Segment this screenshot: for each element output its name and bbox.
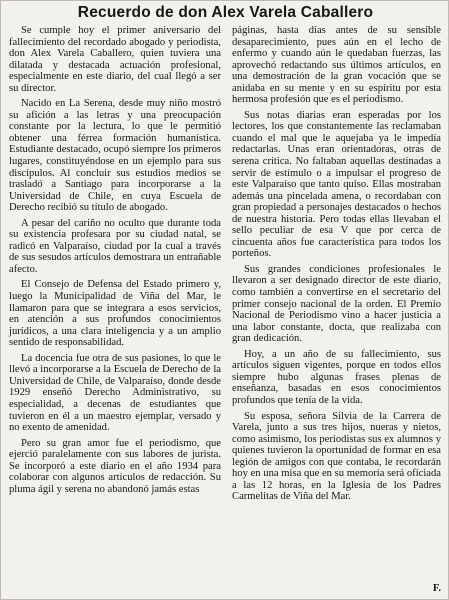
paragraph-daily-notes: Sus notas diarias eran esperadas por los lectores, los que constantemente las reclamaban cuando el mal que le aquejaba ya le impedía redactarlas. Unas eran orientadoras, otras de serena crítica. No faltaban aquellas destinadas a servir de estímulo o a impulsar el progreso de este Valparaíso que tanto quiso. Ellas mostraban además una pincelada amena, o recordaban con gran propiedad a personajes destacados o hechos de nuestra historia. Pero todas ellas llevaban el sello peculiar de esa V que por cerca de cincuenta años fue característica para todos los porteños.: [232, 109, 441, 260]
paragraph-anniversary: Se cumple hoy el primer aniversario del fallecimiento del recordado abogado y periodista, don Alex Varela Caballero, quien tuviera una dilatada y destacada actuación profesional, especialmente en este diario, del cual llegó a ser su director.: [9, 25, 221, 94]
article-column-left: [9, 25, 221, 495]
paragraph-memorial-mass: Su esposa, señora Silvia de la Carrera de Varela, junto a sus tres hijos, nueras y nietos, como asimismo, los periodistas sus ex alumnos y quienes tuvieron la oportunidad de formar en esa legión de amigos con que contaba, le recordarán hoy en una misa que en su memoria será oficiada a las 12 horas, en la Iglesia de los Padres Carmelitas de Viña del Mar.: [232, 410, 441, 503]
article-column-right: [232, 25, 441, 503]
article-title: Recuerdo de don Alex Varela Caballero: [77, 4, 374, 21]
author-signature: F.: [432, 583, 441, 594]
paragraph-legacy: Hoy, a un año de su fallecimiento, sus artículos siguen vigentes, porque en todos ellos siempre hubo algunas frases plenas de enseñanza, basadas en esos conocimientos profundos que tenía de la vida.: [232, 348, 441, 406]
paragraph-journalism: Pero su gran amor fue el periodismo, que ejerció paralelamente con sus labores de jurista. Se incorporó a este diario en el año 1934 para colaborar con algunos artículos de redacción. Su pluma ágil y serena no abandonó jamás estas: [9, 437, 221, 495]
paragraph-early-life: Nacido en La Serena, desde muy niño mostró su afición a las letras y una preocupación constante por la lectura, lo que le permitió obtener una férrea formación humanística. Estudiante destacado, ocupó siempre los primeros lugares, constituyéndose en un ejemplo para sus discípulos. Al concluir sus estudios medios se trasladó a Santiago para incorporarse a la Universidad de Chile, en cuya Escuela de Derecho recibió su título de abogado.: [9, 98, 221, 214]
paragraph-teaching: La docencia fue otra de sus pasiones, lo que le llevó a incorporarse a la Escuela de Derecho de la Universidad de Chile, de Valparaíso, donde desde 1929 enseñó Derecho Administrativo, su especialidad, a decenas de estudiantes que tuvieron en él a un maestro ejemplar, versado y no exento de amenidad.: [9, 352, 221, 434]
paragraph-director: Sus grandes condiciones profesionales le llevaron a ser designado director de este diario, como también a convertirse en el secretario del primer consejo nacional de la orden. El Premio Nacional de Periodismo vino a hacer justicia a una labor constante, docta, que realizaba con gran dedicación.: [232, 263, 441, 345]
paragraph-valparaiso: A pesar del cariño no oculto que durante toda su existencia profesara por su ciudad natal, se radicó en Valparaíso, ciudad por la cual a través de sus sesudos artículos demostrara un entrañable afecto.: [9, 217, 221, 275]
paragraph-public-service: El Consejo de Defensa del Estado primero y, luego la Municipalidad de Viña del Mar, le llamaron para que se integrara a esos servicios, en atención a sus profundos conocimientos jurídicos, a una clara inteligencia y a un amplio sentido de responsabilidad.: [9, 279, 221, 349]
paragraph-continuation: páginas, hasta días antes de su sensible desaparecimiento, pues aún en el lecho de enfermo y cuando aún le quedaban fuerzas, las aprovechó redactando sus últimos artículos, en una demostración de la gran vocación que se anidaba en su mente y en su espíritu por esta hermosa profesión que es el periodismo.: [232, 25, 441, 106]
